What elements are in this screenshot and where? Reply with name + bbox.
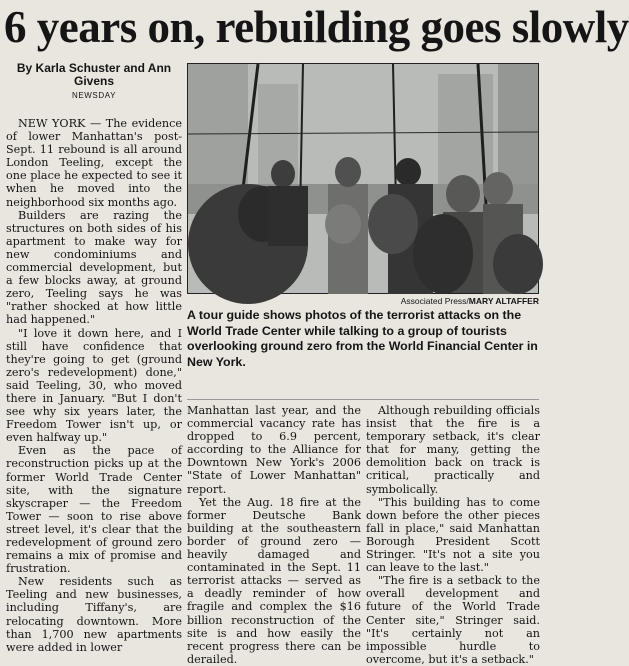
- caption-divider: [187, 399, 539, 400]
- paragraph: New residents such as Teeling and new businesses, including Tiffany's, are relocating downtown. More than 1,700 new apartments were added in lower: [6, 575, 182, 654]
- photo-credit: [187, 296, 539, 306]
- paragraph: "This building has to come down before the other pieces fall in place," said Manhattan Borough President Scott Stringer. "It's not a site you can leave to the last.": [366, 495, 540, 575]
- byline: [8, 62, 180, 102]
- news-photo: [187, 63, 539, 294]
- paragraph: Yet the Aug. 18 fire at the former Deutsche Bank building at the southeastern border of ground zero — heavily damaged and contaminated in the Sept. 11 terrorist attacks — served as a deadly reminder of how fragile and complex the $16 billion reconstruction of the site is and how easily the recent progress there can be derailed.: [187, 495, 361, 666]
- photo-caption: A tour guide shows photos of the terrorist attacks on the World Trade Center while talking to a group of tourists overlooking ground zero from the World Financial Center in New York.: [187, 308, 538, 369]
- article-column-1: [6, 117, 182, 654]
- photo-illustration: [188, 64, 538, 293]
- paragraph: "I love it down here, and I still have confidence that they're going to get (ground zero's redevelopment) done," said Teeling, 30, who moved there in January. "But I don't see why six years later, the Freedom Tower isn't up, or even halfway up.": [6, 326, 182, 445]
- paragraph: Although rebuilding officials insist that the fire is a temporary setback, it's clear that for many, getting the demolition back on track is critical, practically and symbolically.: [366, 404, 540, 496]
- paragraph: NEW YORK — The evidence of lower Manhattan's post-Sept. 11 rebound is all around London Teeling, except the one place he expected to see it when he moved into the neighborhood six months ago.: [6, 117, 182, 209]
- paragraph: "The fire is a setback to the overall development and future of the World Trade Center site," Stringer said. "It's certainly not an impossible hurdle to overcome, but it's a setback.": [366, 574, 540, 666]
- byline-org: NEWSDAY: [71, 91, 117, 100]
- paragraph: Builders are razing the structures on both sides of his apartment to make way for new condominiums and commercial development, but a few blocks away, at ground zero, Teeling says he was "rather shocked at how little had happened.": [6, 208, 182, 327]
- paragraph: Even as the pace of reconstruction picks up at the former World Trade Center site, with the signature skyscraper — the Freedom Tower — soon to rise above street level, it's clear that the redevelopment of ground zero remains a mix of promise and frustration.: [6, 444, 182, 576]
- article-column-3: [366, 404, 540, 666]
- headline: 6 years on, rebuilding goes slowly: [4, 2, 629, 52]
- photo-credit-name: MARY ALTAFFER: [468, 296, 539, 306]
- paragraph: Manhattan last year, and the commercial vacancy rate has dropped to 6.9 percent, according to the Alliance for Downtown New York's 2006 "State of Lower Manhattan" report.: [187, 404, 361, 496]
- photo-credit-agency: Associated Press/: [400, 296, 469, 306]
- byline-authors: By Karla Schuster and Ann Givens: [16, 61, 172, 88]
- article-column-2: [187, 404, 361, 666]
